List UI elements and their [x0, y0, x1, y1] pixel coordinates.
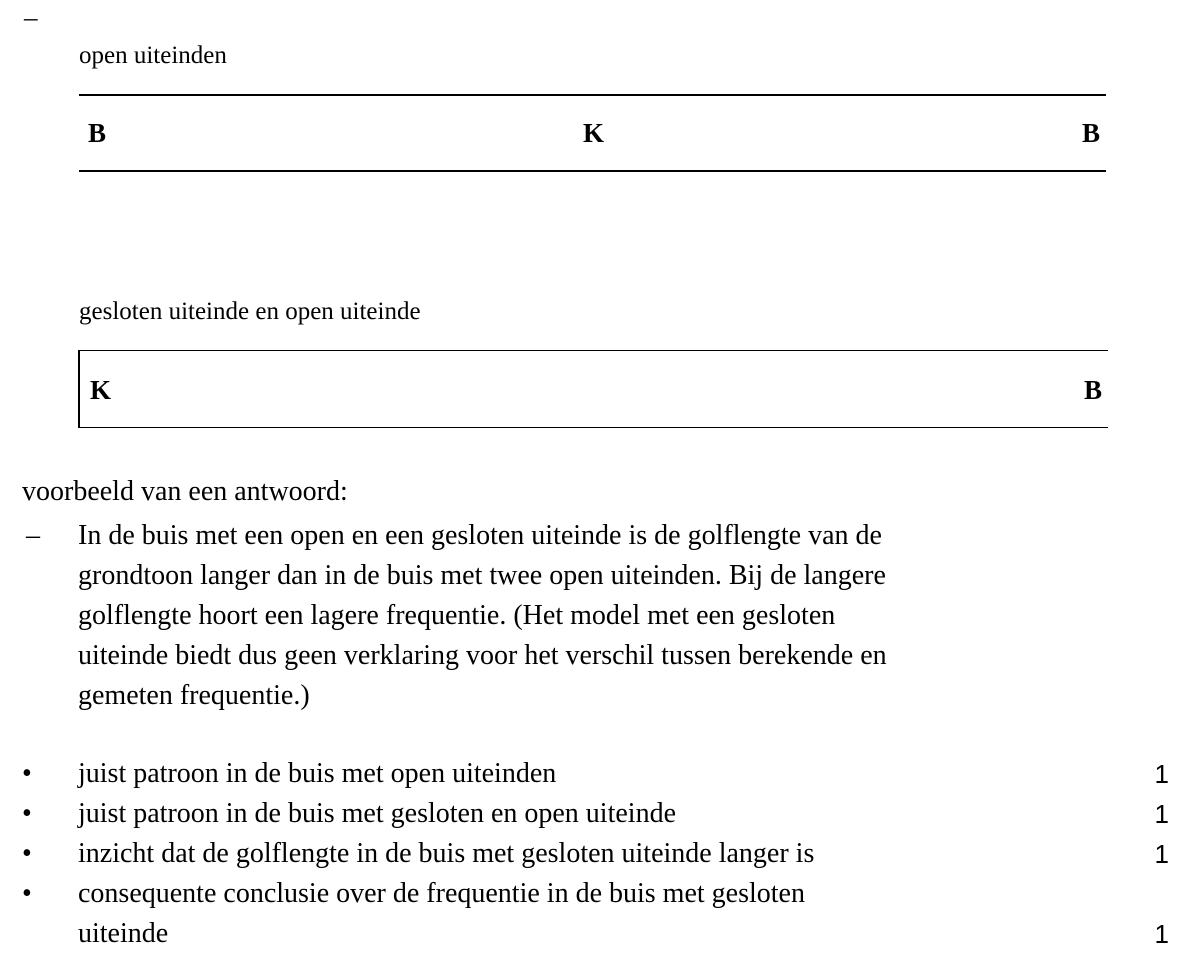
figure-caption-open-ends: open uiteinden: [79, 42, 227, 69]
tube-open-ends: [79, 94, 1106, 172]
node-label-left: B: [88, 118, 107, 148]
scoring-item: [0, 754, 1180, 794]
scoring-points: 1: [1154, 919, 1169, 949]
node-label-right: B: [1083, 375, 1102, 405]
scoring-text-line: consequente conclusie over de frequentie in de buis met gesloten: [78, 878, 805, 909]
node-label-right: B: [1081, 118, 1100, 148]
scoring-text: [78, 874, 1038, 954]
scoring-item: [0, 874, 1180, 954]
scoring-list: [0, 754, 1180, 954]
bullet: •: [22, 798, 32, 829]
tube-closed-open-end: [78, 350, 1108, 428]
scoring-points: 1: [1154, 839, 1169, 869]
scoring-text: juist patroon in de buis met gesloten en open uiteinde: [78, 798, 676, 829]
answer-text: [78, 516, 1148, 716]
answer-dash: –: [26, 520, 40, 551]
answer-line: gemeten frequentie.): [78, 680, 310, 711]
scoring-item: [0, 834, 1180, 874]
bullet: •: [22, 758, 32, 789]
answer-line: uiteinde biedt dus geen verklaring voor het verschil tussen berekende en: [78, 640, 887, 671]
bullet: •: [22, 838, 32, 869]
scoring-points: 1: [1154, 759, 1169, 789]
node-label-left: K: [90, 375, 112, 405]
bullet: •: [22, 878, 32, 909]
scoring-text-line: uiteinde: [78, 918, 169, 949]
answer-line: In de buis met een open en een gesloten uiteinde is de golflengte van de: [78, 520, 882, 551]
answer-heading: voorbeeld van een antwoord:: [22, 476, 348, 507]
scoring-text: inzicht dat de golflengte in de buis met gesloten uiteinde langer is: [78, 838, 815, 869]
node-label-middle: K: [583, 118, 605, 148]
leading-dash: –: [24, 2, 38, 32]
figure-caption-closed-open: gesloten uiteinde en open uiteinde: [79, 298, 421, 325]
answer-line: grondtoon langer dan in de buis met twee open uiteinden. Bij de langere: [78, 560, 886, 591]
scoring-points: 1: [1154, 799, 1169, 829]
scoring-item: [0, 794, 1180, 834]
scoring-text: juist patroon in de buis met open uiteinden: [78, 758, 557, 789]
answer-line: golflengte hoort een lagere frequentie. (Het model met een gesloten: [78, 600, 836, 631]
